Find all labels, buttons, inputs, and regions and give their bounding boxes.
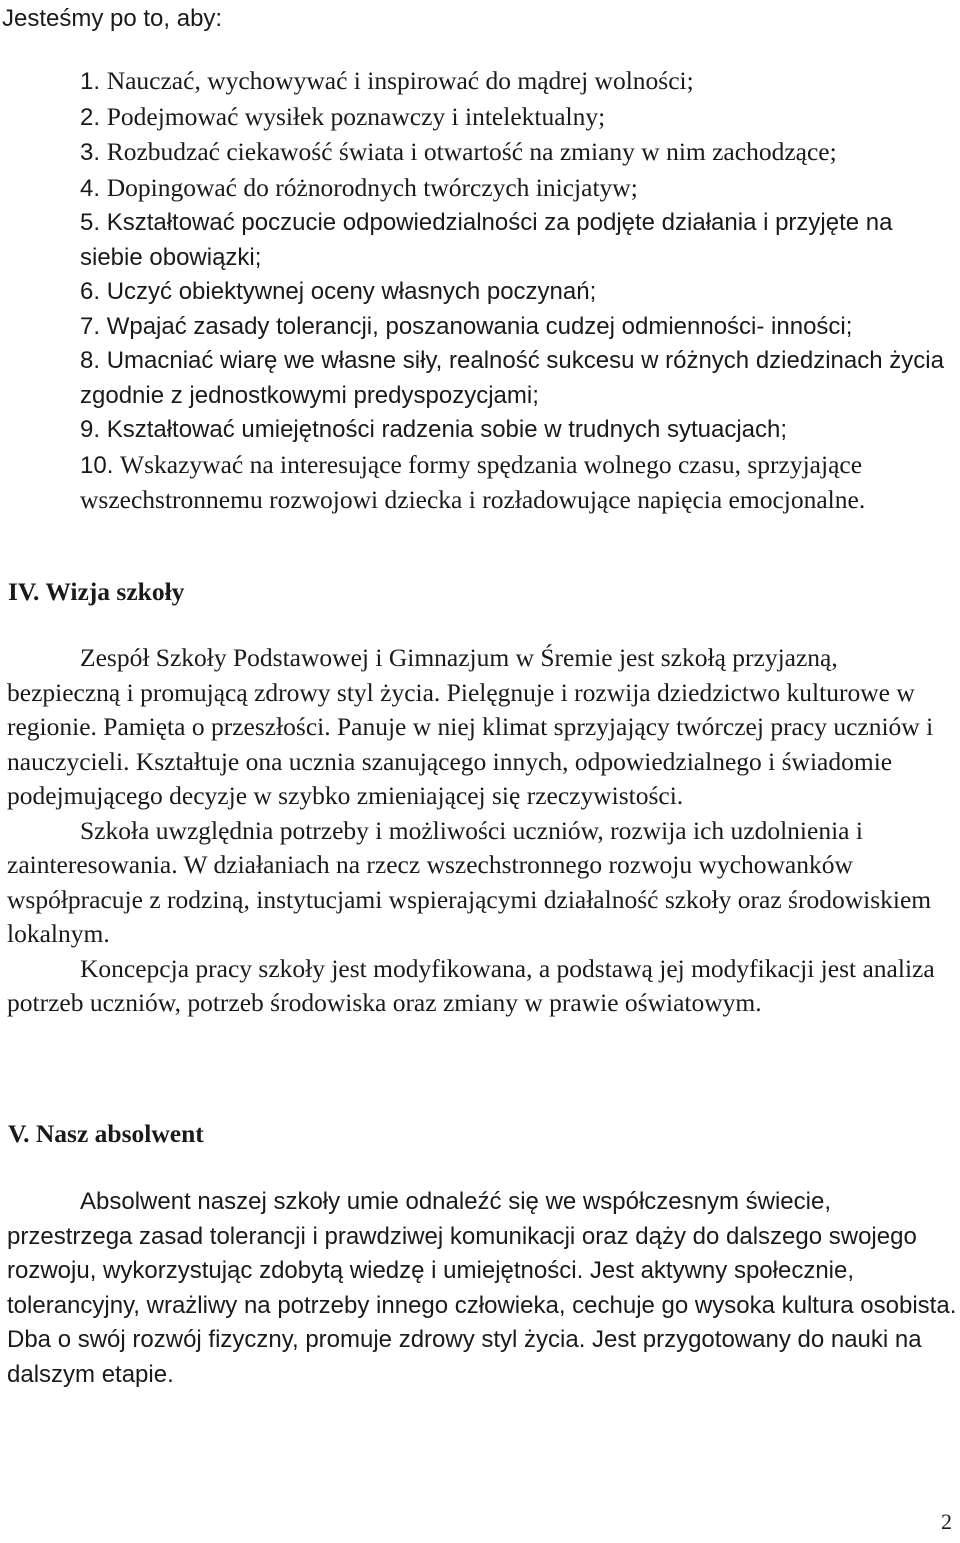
goal-text: Wskazywać na interesujące formy spędzania wolnego czasu, sprzyjające wszechstronnemu rozwojowi dziecka i rozładowujące napięcia emocjonalne.	[80, 449, 866, 514]
vision-paragraph: Koncepcja pracy szkoły jest modyfikowana, a podstawą jej modyfikacji jest analiza potrzeb uczniów, potrzeb środowiska oraz zmiany w prawie oświatowym.	[7, 953, 935, 1017]
goal-item	[80, 171, 956, 207]
goal-text: Podejmować wysiłek poznawczy i intelektualny;	[106, 101, 606, 131]
goal-number: 10.	[80, 451, 114, 479]
graduate-section	[7, 1185, 957, 1392]
goal-text: Wpajać zasady tolerancji, poszanowania cudzej odmienności- inności;	[106, 312, 853, 340]
goal-number: 7.	[80, 312, 101, 340]
goal-text: Kształtować umiejętności radzenia sobie w trudnych sytuacjach;	[106, 416, 788, 443]
goal-item	[80, 206, 956, 275]
vision-section	[7, 641, 957, 1021]
goal-item	[80, 100, 956, 136]
section-heading-graduate: V. Nasz absolwent	[8, 1119, 204, 1148]
goals-list	[80, 64, 956, 519]
goal-item	[80, 413, 956, 448]
goal-text: Dopingować do różnorodnych twórczych inicjatyw;	[106, 172, 638, 202]
goal-number: 8.	[80, 347, 101, 374]
goal-item	[80, 448, 956, 519]
goal-number: 2.	[80, 103, 101, 131]
page-number: 2	[941, 1509, 952, 1534]
goal-number: 6.	[80, 278, 101, 305]
goal-number: 9.	[80, 416, 101, 443]
goal-item	[80, 64, 956, 100]
goal-number: 3.	[80, 139, 101, 166]
goal-number: 5.	[80, 209, 101, 236]
graduate-paragraph: Absolwent naszej szkoły umie odnaleźć się we współczesnym świecie, przestrzega zasad tolerancji i prawdziwej komunikacji oraz dąży do dalszego swojego rozwoju, wykorzystując zdobytą wiedzę i umiejętności. Jest aktywny społecznie, tolerancyjny, wrażliwy na potrzeby innego człowieka, cechuje go wysoka kultura osobista. Dba o swój rozwój fizyczny, promuje zdrowy styl życia. Jest przygotowany do nauki na dalszym etapie.	[7, 1188, 957, 1388]
goal-item	[80, 275, 956, 310]
vision-paragraph: Zespół Szkoły Podstawowej i Gimnazjum w Śremie jest szkołą przyjazną, bezpieczną i promującą zdrowy styl życia. Pielęgnuje i rozwija dziedzictwo kulturowe w regionie. Pamięta o przeszłości. Panuje w niej klimat sprzyjający twórczej pracy uczniów i nauczycieli. Kształtuje ona ucznia szanującego innych, odpowiedzialnego i świadomie podejmującego decyzje w szybko zmieniającej się rzeczywistości.	[7, 643, 934, 810]
goal-text: Uczyć obiektywnej oceny własnych poczynań;	[106, 278, 597, 305]
goal-number: 4.	[80, 174, 101, 202]
goal-text: Nauczać, wychowywać i inspirować do mądrej wolności;	[106, 66, 694, 95]
goal-item	[80, 344, 956, 413]
section-heading-vision: IV. Wizja szkoły	[8, 577, 185, 606]
goal-number: 1.	[80, 68, 101, 95]
goal-item	[80, 135, 956, 171]
goal-text: Kształtować poczucie odpowiedzialności za podjęte działania i przyjęte na siebie obowiązki;	[80, 209, 893, 271]
goal-text: Umacniać wiarę we własne siły, realność sukcesu w różnych dziedzinach życia zgodnie z jednostkowymi predyspozycjami;	[80, 347, 944, 409]
intro-text: Jesteśmy po to, aby:	[2, 5, 223, 32]
goal-item	[80, 310, 956, 345]
vision-paragraph: Szkoła uwzględnia potrzeby i możliwości uczniów, rozwija ich uzdolnienia i zainteresowania. W działaniach na rzecz wszechstronnego rozwoju wychowanków współpracuje z rodziną, instytucjami wspierającymi działalność szkoły oraz środowiskiem lokalnym.	[7, 815, 932, 948]
goal-text: Rozbudzać ciekawość świata i otwartość na zmiany w nim zachodzące;	[106, 137, 837, 166]
